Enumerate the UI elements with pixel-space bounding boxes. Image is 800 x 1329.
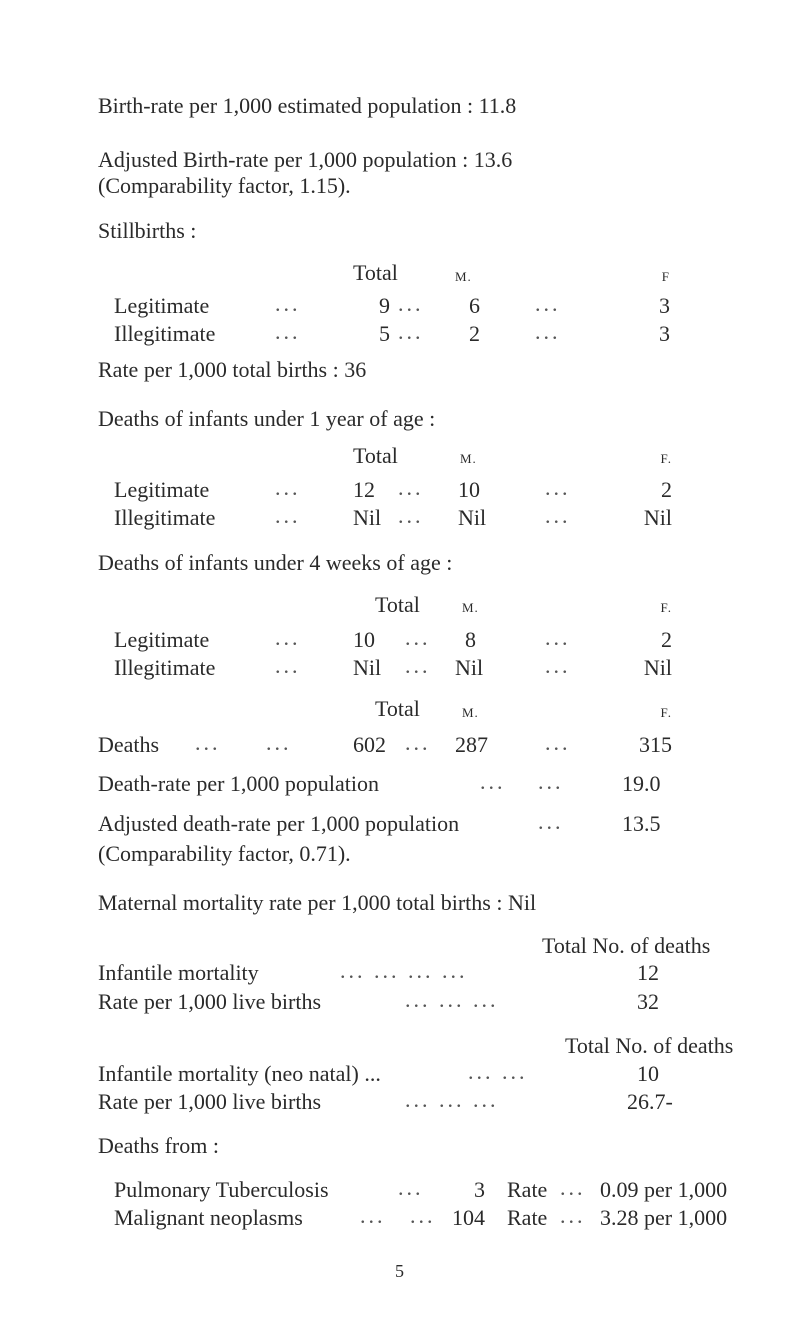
cause-label: Malignant neoplasms [114,1205,303,1230]
cause-label: Pulmonary Tuberculosis [114,1177,329,1202]
infants-1yr-row-label: Illegitimate [114,505,216,530]
leader-dots: ... [560,1175,586,1200]
stillbirths-row-m: 6 [469,293,480,318]
infants-1yr-col-m: M. [460,451,477,466]
stillbirths-row-total: 5 [379,321,390,346]
stillbirths-row-f: 3 [659,321,670,346]
deaths-total: 602 [353,732,386,757]
leader-dots: ... [538,769,564,794]
leader-dots: ... [560,1203,586,1228]
adjusted-death-rate-value: 13.5 [622,811,661,836]
stillbirths-col-total: Total [353,260,398,285]
adjusted-birth-rate: Adjusted Birth-rate per 1,000 population : 13.6 [98,147,513,172]
infants-4wk-row-label: Illegitimate [114,655,216,680]
death-rate-label: Death-rate per 1,000 population [98,771,380,796]
leader-dots: ... [360,1203,386,1228]
death-comparability: (Comparability factor, 0.71). [98,841,351,866]
deaths-m: 287 [455,732,488,757]
leader-dots: ... ... ... ... [340,958,468,983]
infantile-row-value: 12 [637,960,659,985]
infants-1yr-col-f: F. [660,451,672,466]
death-rate-value: 19.0 [622,771,661,796]
leader-dots: ... [535,319,561,344]
stillbirths-rate: Rate per 1,000 total births : 36 [98,357,367,382]
infants-4wk-row-f: Nil [643,655,672,680]
infantile-header: Total No. of deaths [542,933,711,958]
leader-dots: ... [195,730,221,755]
birth-rate: Birth-rate per 1,000 estimated population : 11.8 [98,93,517,118]
leader-dots: ... [538,809,564,834]
leader-dots: ... [275,475,301,500]
leader-dots: ... [275,319,301,344]
leader-dots: ... [535,291,561,316]
cause-rate: 0.09 per 1,000 [600,1177,728,1202]
leader-dots: ... [545,503,571,528]
stillbirths-row-f: 3 [659,293,670,318]
infants-1yr-row-f: Nil [643,505,672,530]
cause-count: 3 [474,1177,485,1202]
infants-4wk-row-total: 10 [353,627,375,652]
stillbirths-col-f: F [661,269,670,284]
deaths-col-m: M. [462,705,479,720]
infants-1yr-col-total: Total [353,443,398,468]
infants-4wk-row-m: Nil [455,655,484,680]
deaths-col-total: Total [375,696,420,721]
leader-dots: ... [398,503,424,528]
neonatal-header: Total No. of deaths [565,1033,734,1058]
infants-1yr-row-total: Nil [353,505,382,530]
leader-dots: ... [545,730,571,755]
leader-dots: ... [275,625,301,650]
infants-4wk-col-f: F. [660,600,672,615]
leader-dots: ... [275,291,301,316]
stillbirths-row-label: Legitimate [114,293,210,318]
leader-dots: ... [545,653,571,678]
infants-4wk-col-total: Total [375,592,420,617]
leader-dots: ... ... [468,1059,528,1084]
stillbirths-col-m: M. [455,269,472,284]
infants-4wk-heading: Deaths of infants under 4 weeks of age : [98,550,453,575]
page-number: 5 [395,1261,404,1281]
infants-4wk-col-m: M. [462,600,479,615]
infants-1yr-heading: Deaths of infants under 1 year of age : [98,406,436,431]
infants-1yr-row-label: Legitimate [114,477,210,502]
infants-4wk-row-label: Legitimate [114,627,210,652]
leader-dots: ... [275,653,301,678]
leader-dots: ... [275,503,301,528]
deaths-label: Deaths [98,732,160,757]
leader-dots: ... [405,625,431,650]
infants-4wk-row-f: 2 [661,627,672,652]
deaths-f: 315 [639,732,672,757]
neonatal-row-label: Rate per 1,000 live births [98,1089,322,1114]
leader-dots: ... [410,1203,436,1228]
leader-dots: ... ... ... [405,987,499,1012]
stillbirths-row-label: Illegitimate [114,321,216,346]
infantile-row-label: Infantile mortality [98,960,259,985]
stillbirths-row-total: 9 [379,293,390,318]
cause-rate-label: Rate [507,1205,548,1230]
infants-1yr-row-m: Nil [458,505,487,530]
leader-dots: ... [398,1175,424,1200]
maternal-mortality: Maternal mortality rate per 1,000 total births : Nil [98,890,537,915]
leader-dots: ... [480,769,506,794]
cause-rate: 3.28 per 1,000 [600,1205,728,1230]
neonatal-row-value: 26.7- [627,1089,673,1114]
stillbirths-heading: Stillbirths : [98,218,197,243]
leader-dots: ... [545,475,571,500]
cause-count: 104 [452,1205,485,1230]
stillbirths-row-m: 2 [469,321,480,346]
leader-dots: ... [405,653,431,678]
infantile-row-value: 32 [637,989,659,1014]
leader-dots: ... [398,319,424,344]
leader-dots: ... [545,625,571,650]
cause-rate-label: Rate [507,1177,548,1202]
birth-comparability: (Comparability factor, 1.15). [98,173,351,198]
infants-1yr-row-total: 12 [353,477,375,502]
leader-dots: ... [266,730,292,755]
leader-dots: ... [398,291,424,316]
neonatal-row-value: 10 [637,1061,659,1086]
neonatal-row-label: Infantile mortality (neo natal) ... [98,1061,381,1086]
leader-dots: ... [398,475,424,500]
infants-4wk-row-total: Nil [353,655,382,680]
infants-1yr-row-f: 2 [661,477,672,502]
deaths-col-f: F. [660,705,672,720]
leader-dots: ... [405,730,431,755]
adjusted-death-rate-label: Adjusted death-rate per 1,000 population [98,811,460,836]
infantile-row-label: Rate per 1,000 live births [98,989,322,1014]
infants-4wk-row-m: 8 [465,627,476,652]
leader-dots: ... ... ... [405,1087,499,1112]
infants-1yr-row-m: 10 [458,477,480,502]
deaths-from-heading: Deaths from : [98,1133,219,1158]
